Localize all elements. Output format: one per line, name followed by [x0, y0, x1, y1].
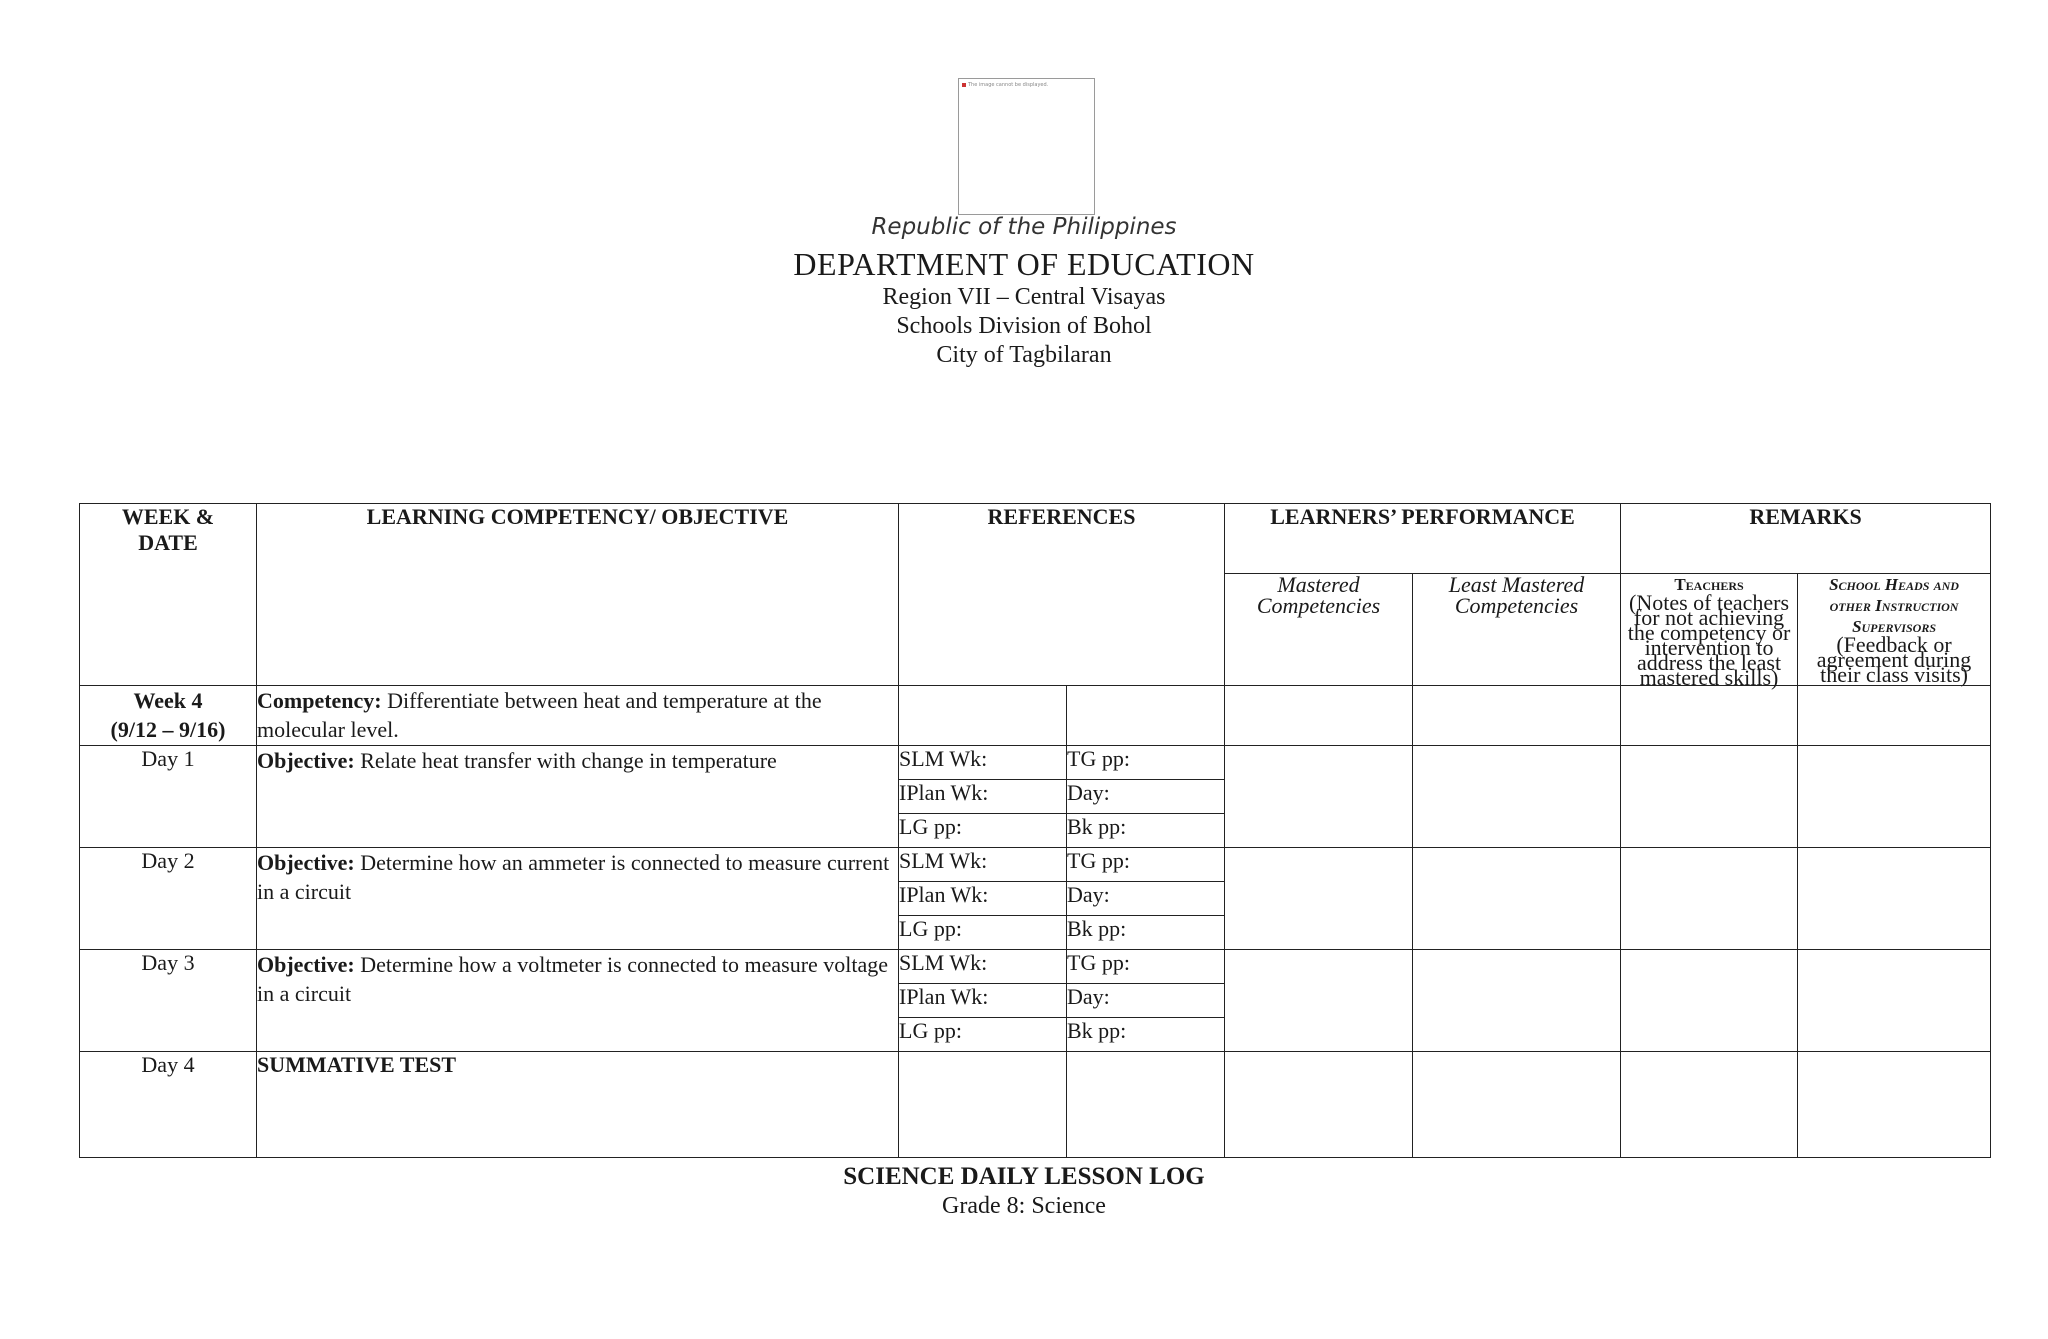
heads-cell: [1798, 848, 1991, 950]
mastered-cell: [1225, 848, 1413, 950]
broken-image-icon: The image cannot be displayed.: [962, 82, 1048, 88]
school-heads-remarks-header: School Heads and other Instruction Supervisors (Feedback or agreement during their class visits): [1798, 574, 1991, 686]
department-title: DEPARTMENT OF EDUCATION: [793, 246, 1255, 282]
summative-test-cell: SUMMATIVE TEST: [257, 1052, 899, 1158]
day4-ref-cell-1: [899, 1052, 1067, 1158]
ref-tg: TG pp:: [1067, 746, 1225, 780]
ref-day: Day:: [1067, 780, 1225, 814]
day4-heads-cell: [1798, 1052, 1991, 1158]
competency-header: LEARNING COMPETENCY/ OBJECTIVE: [257, 504, 899, 686]
least-mastered-cell: [1413, 746, 1621, 848]
least-mastered-cell: [1413, 848, 1621, 950]
mastered-competencies-header: Mastered Competencies: [1225, 574, 1413, 686]
document-subtitle: Grade 8: Science: [942, 1193, 1106, 1219]
week-cell: Week 4 (9/12 – 9/16): [80, 686, 257, 746]
mastered-cell: [1225, 746, 1413, 848]
week-mastered-cell: [1225, 686, 1413, 746]
teachers-note: (Notes of teachers for not achieving the competency or intervention to address the least mastered skills): [1627, 590, 1791, 690]
week-heads-cell: [1798, 686, 1991, 746]
republic-line: Republic of the Philippines: [871, 214, 1177, 240]
least-mastered-header: Least Mastered Competencies: [1413, 574, 1621, 686]
ref-slm: SLM Wk:: [899, 950, 1067, 984]
deped-seal-placeholder: [958, 78, 1095, 215]
ref-bk: Bk pp:: [1067, 1018, 1225, 1052]
ref-lg: LG pp:: [899, 916, 1067, 950]
table-row: [80, 1052, 1991, 1158]
remarks-header: REMARKS: [1621, 504, 1991, 574]
objective-cell: Objective: Determine how an ammeter is connected to measure current in a circuit: [257, 848, 899, 950]
ref-slm: SLM Wk:: [899, 848, 1067, 882]
references-header: REFERENCES: [899, 504, 1225, 686]
day-cell: Day 2: [80, 848, 257, 950]
header-row-1: [80, 504, 1991, 574]
ref-bk: Bk pp:: [1067, 814, 1225, 848]
heads-cell: [1798, 950, 1991, 1052]
day4-mastered-cell: [1225, 1052, 1413, 1158]
week-teachers-cell: [1621, 686, 1798, 746]
day-cell: Day 4: [80, 1052, 257, 1158]
teachers-cell: [1621, 950, 1798, 1052]
division-line: Schools Division of Bohol: [896, 313, 1152, 339]
day4-ref-cell-2: [1067, 1052, 1225, 1158]
teachers-cell: [1621, 746, 1798, 848]
table-row: [80, 950, 1991, 984]
ref-iplan: IPlan Wk:: [899, 780, 1067, 814]
ref-lg: LG pp:: [899, 1018, 1067, 1052]
table-row: [80, 746, 1991, 780]
week-date-header: WEEK & DATE: [80, 504, 257, 686]
heads-note: (Feedback or agreement during their class visits): [1816, 632, 1972, 687]
teachers-cell: [1621, 848, 1798, 950]
ref-iplan: IPlan Wk:: [899, 882, 1067, 916]
ref-day: Day:: [1067, 882, 1225, 916]
week-ref-cell-2: [1067, 686, 1225, 746]
table-row: [80, 848, 1991, 882]
ref-lg: LG pp:: [899, 814, 1067, 848]
week-least-mastered-cell: [1413, 686, 1621, 746]
ref-iplan: IPlan Wk:: [899, 984, 1067, 1018]
heads-cell: [1798, 746, 1991, 848]
city-line: City of Tagbilaran: [936, 342, 1112, 368]
ref-slm: SLM Wk:: [899, 746, 1067, 780]
lesson-log-table: [79, 503, 1991, 1158]
competency-cell: Competency: Differentiate between heat and temperature at the molecular level.: [257, 686, 899, 746]
objective-cell: Objective: Relate heat transfer with change in temperature: [257, 746, 899, 848]
day-cell: Day 1: [80, 746, 257, 848]
ref-day: Day:: [1067, 984, 1225, 1018]
region-line: Region VII – Central Visayas: [882, 284, 1166, 310]
ref-tg: TG pp:: [1067, 848, 1225, 882]
objective-cell: Objective: Determine how a voltmeter is connected to measure voltage in a circuit: [257, 950, 899, 1052]
day4-teachers-cell: [1621, 1052, 1798, 1158]
ref-bk: Bk pp:: [1067, 916, 1225, 950]
learners-performance-header: LEARNERS’ PERFORMANCE: [1225, 504, 1621, 574]
teachers-remarks-header: Teachers (Notes of teachers for not achieving the competency or intervention to address the least mastered skills): [1621, 574, 1798, 686]
day-cell: Day 3: [80, 950, 257, 1052]
week-row: [80, 686, 1991, 746]
least-mastered-cell: [1413, 950, 1621, 1052]
ref-tg: TG pp:: [1067, 950, 1225, 984]
document-title: SCIENCE DAILY LESSON LOG: [843, 1163, 1205, 1190]
day4-least-mastered-cell: [1413, 1052, 1621, 1158]
week-ref-cell-1: [899, 686, 1067, 746]
mastered-cell: [1225, 950, 1413, 1052]
